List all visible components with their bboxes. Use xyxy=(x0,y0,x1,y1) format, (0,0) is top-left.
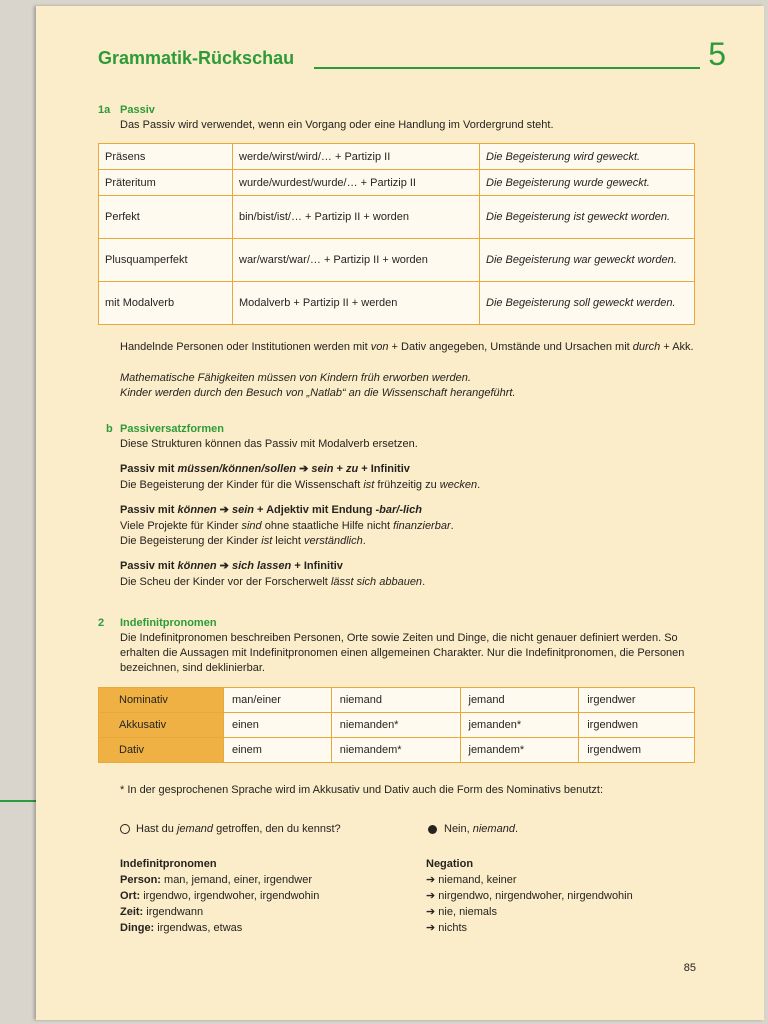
item-label: Ort: xyxy=(120,890,141,902)
section-number: 1a xyxy=(98,104,111,116)
pronoun-cell: jemandem* xyxy=(460,738,579,763)
form-cell: bin/bist/ist/… + Partizip II + worden xyxy=(233,196,480,239)
rule-part: -bar/-lich xyxy=(375,504,422,516)
table-row xyxy=(99,713,695,738)
pronoun-cell: niemandem* xyxy=(331,738,460,763)
case-cell: Nominativ xyxy=(99,688,224,713)
rule-part: Passiv mit xyxy=(120,504,178,516)
section-heading: Indefinitpronomen xyxy=(120,617,217,629)
pronoun-declension-table xyxy=(98,687,695,763)
section-letter: b xyxy=(106,423,113,435)
pronoun-cell: irgendwer xyxy=(579,688,695,713)
list-item: ➔ nichts xyxy=(426,922,468,934)
title-rule xyxy=(314,67,700,69)
footnote: * In der gesprochenen Sprache wird im Akkusativ und Dativ auch die Form des Nominativs benutzt: xyxy=(120,784,604,796)
pronoun-cell: niemanden* xyxy=(331,713,460,738)
rule-part: + xyxy=(333,463,346,475)
tense-cell: Plusquamperfekt xyxy=(99,239,233,282)
rule-part: + Infinitiv xyxy=(358,463,410,475)
answer-part: Nein, xyxy=(444,823,473,835)
example-sentence: Kinder werden durch den Besuch von „Natlab“ an die Wissenschaft herangeführt. xyxy=(120,387,516,399)
section-text: Die Indefinitpronomen beschreiben Personen, Orte sowie Zeiten und Dinge, die nicht genauer definiert werden. So erhalten die Aussagen mit Indefinitpronomen einen allgemeinen Charakter. Nur die Indefinitpronomen, die Personen bezeichnen, sind deklinierbar. xyxy=(120,632,685,674)
list-item xyxy=(120,905,695,920)
question-part: getroffen, den du kennst? xyxy=(213,823,341,835)
rule-part: ➔ xyxy=(216,504,232,516)
textbook-page xyxy=(36,6,764,1020)
example-cell: Die Begeisterung war geweckt worden. xyxy=(480,239,695,282)
rule-part: ➔ xyxy=(216,560,232,572)
note-text: Handelnde Personen oder Institutionen werden mit xyxy=(120,341,371,353)
dialogue-answer xyxy=(428,822,668,837)
rule-part: können xyxy=(177,504,217,516)
table-row xyxy=(99,738,695,763)
item-value: irgendwo, irgendwoher, irgendwohin xyxy=(140,890,320,902)
case-cell: Akkusativ xyxy=(99,713,224,738)
note-text: + Dativ angegeben, Umstände und Ursachen mit xyxy=(388,341,633,353)
list-heading: Indefinitpronomen xyxy=(120,858,217,870)
rule-part: ➔ xyxy=(296,463,312,475)
example-part: ist xyxy=(363,479,375,491)
table-row xyxy=(99,144,695,170)
example-part: Die Scheu der Kinder vor der Forscherwelt xyxy=(120,576,331,588)
example-cell: Die Begeisterung soll geweckt werden. xyxy=(480,282,695,325)
passive-tense-table xyxy=(98,143,695,325)
example-part: leicht xyxy=(272,535,305,547)
rule-heading xyxy=(120,503,695,518)
section-intro: Das Passiv wird verwendet, wenn ein Vorgang oder eine Handlung im Vordergrund steht. xyxy=(120,119,554,131)
filled-circle-icon xyxy=(428,825,437,834)
rule-example xyxy=(120,519,695,534)
answer-part: niemand xyxy=(472,823,515,835)
rule-part: zu xyxy=(345,463,359,475)
item-label: Person: xyxy=(120,874,161,886)
table-row xyxy=(99,196,695,239)
case-cell: Dativ xyxy=(99,738,224,763)
form-cell: werde/wirst/wird/… + Partizip II xyxy=(233,144,480,170)
example-part: ohne staatliche Hilfe nicht xyxy=(261,520,394,532)
rule-part: + Infinitiv xyxy=(291,560,343,572)
tense-cell: mit Modalverb xyxy=(99,282,233,325)
chapter-number: 5 xyxy=(708,36,726,72)
example-part: ist xyxy=(261,535,273,547)
example-part: sind xyxy=(241,520,262,532)
example-cell: Die Begeisterung wurde geweckt. xyxy=(480,170,695,196)
note-durch: durch xyxy=(632,341,661,353)
answer-part: . xyxy=(514,823,519,835)
rule-example xyxy=(120,478,695,493)
rule-part: sich lassen xyxy=(231,560,292,572)
pronoun-cell: man/einer xyxy=(224,688,332,713)
agent-note xyxy=(120,340,695,355)
section-heading: Passiv xyxy=(120,104,155,116)
rule-part: Passiv mit xyxy=(120,560,178,572)
tense-cell: Präsens xyxy=(99,144,233,170)
rule-part: sein xyxy=(311,463,334,475)
rule-part: + Adjektiv mit Endung xyxy=(253,504,376,516)
page-number: 85 xyxy=(683,962,696,974)
form-cell: wurde/wurdest/wurde/… + Partizip II xyxy=(233,170,480,196)
question-part: Hast du xyxy=(136,823,177,835)
example-part: . xyxy=(450,520,454,532)
example-cell: Die Begeisterung wird geweckt. xyxy=(480,144,695,170)
list-item xyxy=(120,921,695,936)
note-text: + Akk. xyxy=(660,341,694,353)
pronoun-cell: irgendwen xyxy=(579,713,695,738)
list-item: ➔ nie, niemals xyxy=(426,906,497,918)
item-value: irgendwas, etwas xyxy=(154,922,243,934)
binding-edge-line xyxy=(0,800,36,802)
rule-heading xyxy=(120,559,695,574)
tense-cell: Präteritum xyxy=(99,170,233,196)
example-part: Viele Projekte für Kinder xyxy=(120,520,242,532)
tense-cell: Perfekt xyxy=(99,196,233,239)
example-sentence: Mathematische Fähigkeiten müssen von Kindern früh erworben werden. xyxy=(120,372,471,384)
rule-example xyxy=(120,575,695,590)
table-row xyxy=(99,282,695,325)
table-row xyxy=(99,688,695,713)
list-item: ➔ nirgendwo, nirgendwoher, nirgendwohin xyxy=(426,890,633,902)
pronoun-cell: jemand xyxy=(460,688,579,713)
example-part: . xyxy=(422,576,426,588)
item-label: Dinge: xyxy=(120,922,155,934)
rule-example xyxy=(120,534,695,549)
section-heading: Passiversatzformen xyxy=(120,423,224,435)
pronoun-cell: niemand xyxy=(331,688,460,713)
form-cell: Modalverb + Partizip II + werden xyxy=(233,282,480,325)
rule-part: Passiv mit xyxy=(120,463,178,475)
list-heading: Negation xyxy=(426,858,474,870)
list-item xyxy=(120,873,695,888)
example-part: lässt sich abbauen xyxy=(330,576,423,588)
item-label: Zeit: xyxy=(120,906,144,918)
page-header xyxy=(98,38,726,72)
item-value: man, jemand, einer, irgendwer xyxy=(160,874,312,886)
pronoun-cell: einem xyxy=(224,738,332,763)
note-von: von xyxy=(370,341,389,353)
item-value: irgendwann xyxy=(143,906,204,918)
example-part: . xyxy=(477,479,481,491)
example-part: frühzeitig zu xyxy=(374,479,440,491)
section-intro: Diese Strukturen können das Passiv mit Modalverb ersetzen. xyxy=(120,438,418,450)
example-cell: Die Begeisterung ist geweckt worden. xyxy=(480,196,695,239)
example-part: Die Begeisterung der Kinder für die Wissenschaft xyxy=(120,479,364,491)
example-part: Die Begeisterung der Kinder xyxy=(120,535,262,547)
section-number: 2 xyxy=(98,617,105,629)
example-part: finanzierbar xyxy=(393,520,451,532)
rule-part: können xyxy=(177,560,217,572)
form-cell: war/warst/war/… + Partizip II + worden xyxy=(233,239,480,282)
example-part: wecken xyxy=(439,479,478,491)
pronoun-cell: jemanden* xyxy=(460,713,579,738)
pronoun-cell: einen xyxy=(224,713,332,738)
pronoun-cell: irgendwem xyxy=(579,738,695,763)
rule-heading xyxy=(120,462,695,477)
rule-part: sein xyxy=(231,504,254,516)
dialogue-question xyxy=(120,822,420,837)
example-part: verständlich xyxy=(304,535,363,547)
table-row xyxy=(99,170,695,196)
table-row xyxy=(99,239,695,282)
list-item: ➔ niemand, keiner xyxy=(426,874,517,886)
rule-part: müssen/können/sollen xyxy=(177,463,297,475)
page-title: Grammatik-Rückschau xyxy=(98,48,295,68)
question-part: jemand xyxy=(176,823,214,835)
open-circle-icon xyxy=(120,824,130,834)
example-part: . xyxy=(362,535,366,547)
